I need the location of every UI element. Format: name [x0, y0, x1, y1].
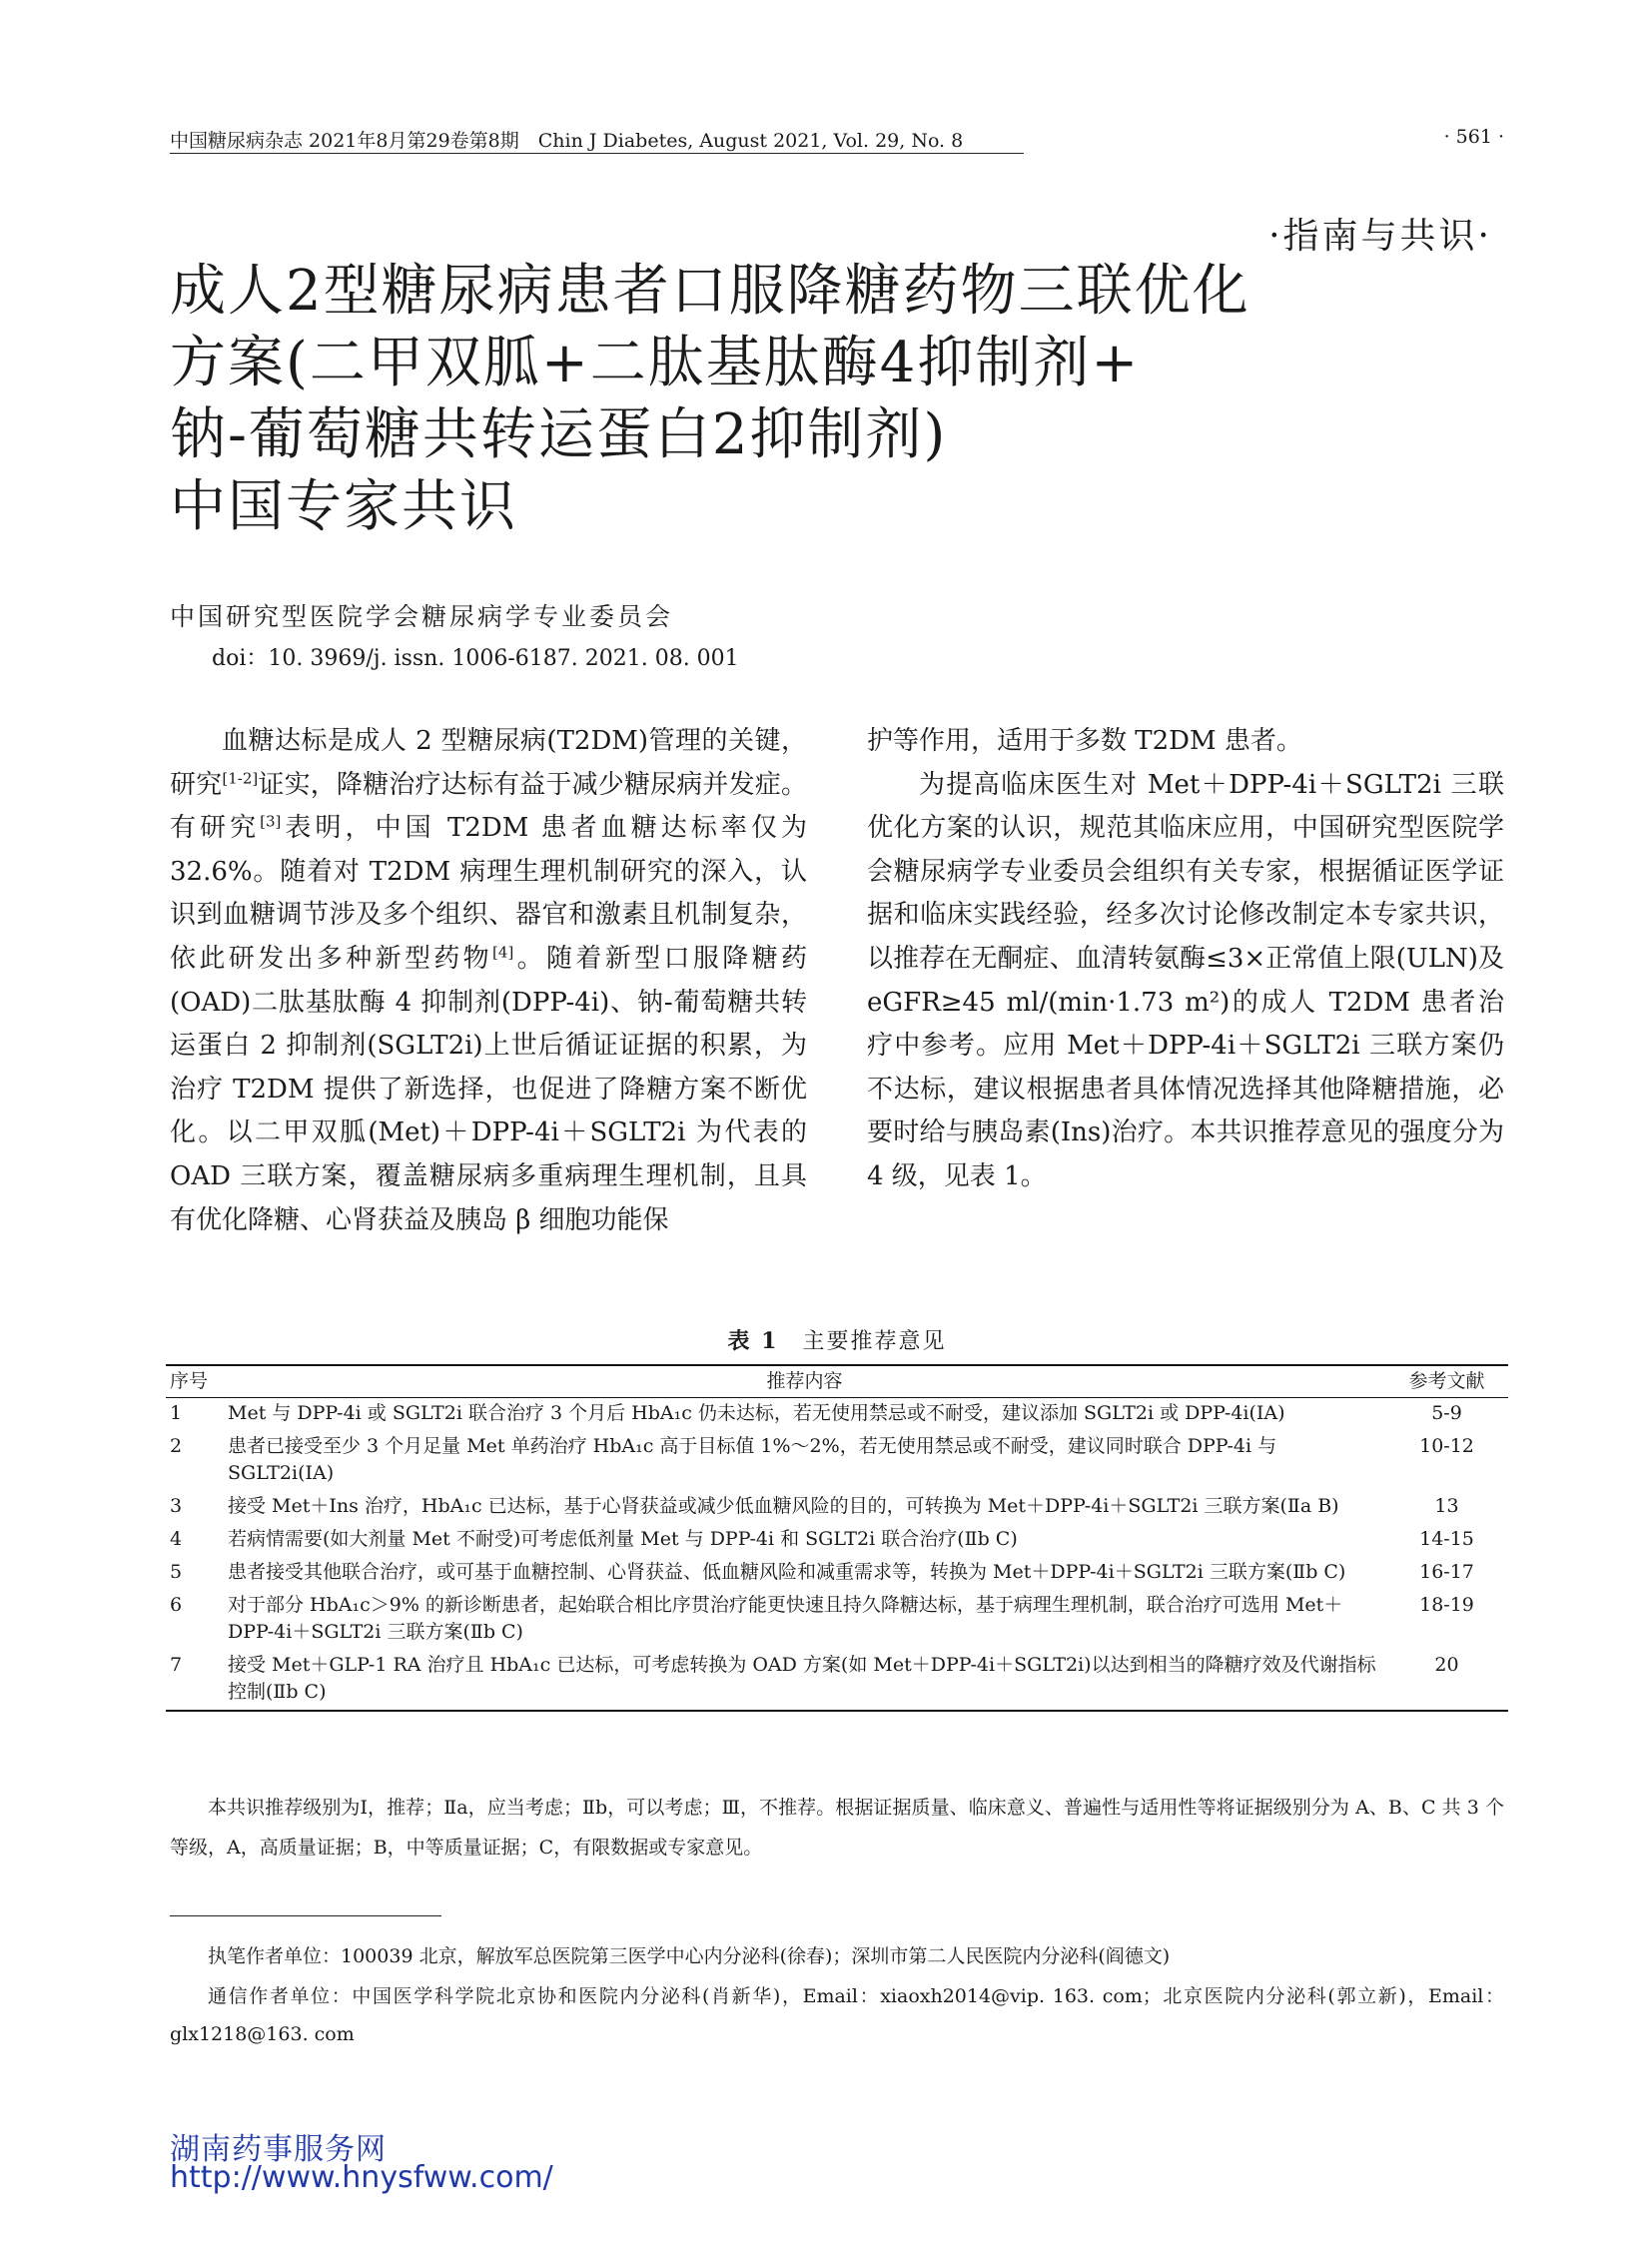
title-line: 成人2型糖尿病患者口服降糖药物三联优化 [170, 259, 1250, 324]
footnote-rule [170, 1915, 441, 1916]
table-row: 6 对于部分 HbA₁c＞9% 的新诊断患者，起始联合相比序贯治疗能更快速且持久降糖达标，基于病理生理机制，联合治疗可选用 Met＋DPP-4i＋SGLT2i 三联方案(Ⅱb C) 18-19 [170, 1594, 1474, 1643]
column-header: 参考文献 [1385, 1365, 1508, 1398]
author-group: 中国研究型医院学会糖尿病学专业委员会 [170, 602, 674, 631]
watermark-name: 湖南药事服务网 [170, 2132, 387, 2167]
footnote-correspondence: 通信作者单位：中国医学科学院北京协和医院内分泌科(肖新华)，Email：xiaoxh2014@vip. 163. com；北京医院内分泌科(郭立新)，Email：glx1218@163. com [170, 1985, 1504, 2045]
table-caption: 表 1 主要推荐意见 [727, 1328, 947, 1354]
citation: [1-2] [222, 768, 259, 787]
article-title [170, 256, 1498, 543]
paragraph-2: 为提高临床医生对 Met＋DPP-4i＋SGLT2i 三联优化方案的认识，规范其临床应用，中国研究型医院学会糖尿病学专业委员会组织有关专家，根据循证医学证据和临床实践经验，经多次讨论修改制定本专家共识，以推荐在无酮症、血清转氨酶≤3×正常值上限(ULN)及 eGFR≥45 ml/(min·1.73 m²)的成人 T2DM 患者治疗中参考。应用 Met＋DPP-4i＋SGLT2i 三联方案仍不达标，建议根据患者具体情况选择其他降糖措施，必要时给与胰岛素(Ins)治疗。本共识推荐意见的强度分为 4 级，见表 1。 [867, 769, 1504, 1191]
page-number: · 561 · [1443, 126, 1504, 148]
table-row: 1 Met 与 DPP-4i 或 SGLT2i 联合治疗 3 个月后 HbA₁c 仍未达标，若无使用禁忌或不耐受，建议添加 SGLT2i 或 DPP-4i(ⅠA) 5-9 [170, 1402, 1462, 1424]
body-column-right [867, 720, 1504, 1199]
table-row: 5 患者接受其他联合治疗，或可基于血糖控制、心肾获益、低血糖风险和减重需求等，转换为 Met＋DPP-4i＋SGLT2i 三联方案(Ⅱb C) 16-17 [170, 1561, 1474, 1583]
column-header: 序号 [166, 1365, 224, 1398]
footnote-writers: 执笔作者单位：100039 北京，解放军总医院第三医学中心内分泌科(徐春)；深圳市第二人民医院内分泌科(阎德文) [208, 1945, 1171, 1967]
table-row: 2 患者已接受至少 3 个月足量 Met 单药治疗 HbA₁c 高于目标值 1%～2%，若无使用禁忌或不耐受，建议同时联合 DPP-4i 与 SGLT2i(ⅠA) 10-12 [170, 1435, 1474, 1484]
section-label: ·指南与共识· [1268, 216, 1492, 257]
table-row: 3 接受 Met＋Ins 治疗，HbA₁c 已达标，基于心肾获益或减少低血糖风险的目的，可转换为 Met＋DPP-4i＋SGLT2i 三联方案(Ⅱa B) 13 [170, 1495, 1459, 1517]
journal-header: 中国糖尿病杂志 2021年8月第29卷第8期 Chin J Diabetes, August 2021, Vol. 29, No. 8 [170, 130, 964, 152]
table-note: 本共识推荐级别为Ⅰ，推荐；Ⅱa，应当考虑；Ⅱb，可以考虑；Ⅲ，不推荐。根据证据质量、临床意义、普遍性与适用性等将证据级别分为 A、B、C 共 3 个等级，A，高质量证据；B，中等质量证据；C，有限数据或专家意见。 [170, 1797, 1504, 1859]
citation: [4] [492, 943, 514, 962]
watermark-url[interactable]: http://www.hnysfww.com/ [170, 2160, 553, 2195]
table-row: 7 接受 Met＋GLP-1 RA 治疗且 HbA₁c 已达标，可考虑转换为 OAD 方案(如 Met＋DPP-4i＋SGLT2i)以达到相当的降糖疗效及代谢指标控制(Ⅱb C) 20 [166, 1650, 1508, 1711]
column-header: 推荐内容 [224, 1365, 1385, 1398]
title-line: 中国专家共识 [170, 474, 517, 539]
table-row: 4 若病情需要(如大剂量 Met 不耐受)可考虑低剂量 Met 与 DPP-4i 和 SGLT2i 联合治疗(Ⅱb C) 14-15 [170, 1528, 1474, 1550]
header-rule [170, 153, 1024, 154]
doi: doi：10. 3969/j. issn. 1006-6187. 2021. 08. 001 [212, 646, 739, 671]
body-column-left [170, 720, 807, 1242]
title-line: 方案(二甲双胍+二肽基肽酶4抑制剂+ [170, 331, 1141, 395]
title-line: 钠-葡萄糖共转运蛋白2抑制剂) [170, 402, 948, 467]
paragraph-1: 血糖达标是成人 2 型糖尿病(T2DM)管理的关键，研究[1-2]证实，降糖治疗达标有益于减少糖尿病并发症。有研究[3]表明，中国 T2DM 患者血糖达标率仅为 32.6%。随着对 T2DM 病理生理机制研究的深入，认识到血糖调节涉及多个组织、器官和激素且机制复杂，依此研发出多种新型药物[4]。随着新型口服降糖药(OAD)二肽基肽酶 4 抑制剂(DPP-4i)、钠-葡萄糖共转运蛋白 2 抑制剂(SGLT2i)上世后循证证据的积累，为治疗 T2DM 提供了新选择，也促进了降糖方案不断优化。以二甲双胍(Met)＋DPP-4i＋SGLT2i 为代表的 OAD 三联方案，覆盖糖尿病多重病理生理机制，且具有优化降糖、心肾获益及胰岛 β 细胞功能保 [170, 726, 807, 1235]
paragraph-1-continued: 护等作用，适用于多数 T2DM 患者。 [867, 726, 1302, 756]
citation: [3] [260, 812, 282, 831]
recommendations-table [166, 1364, 1508, 1712]
